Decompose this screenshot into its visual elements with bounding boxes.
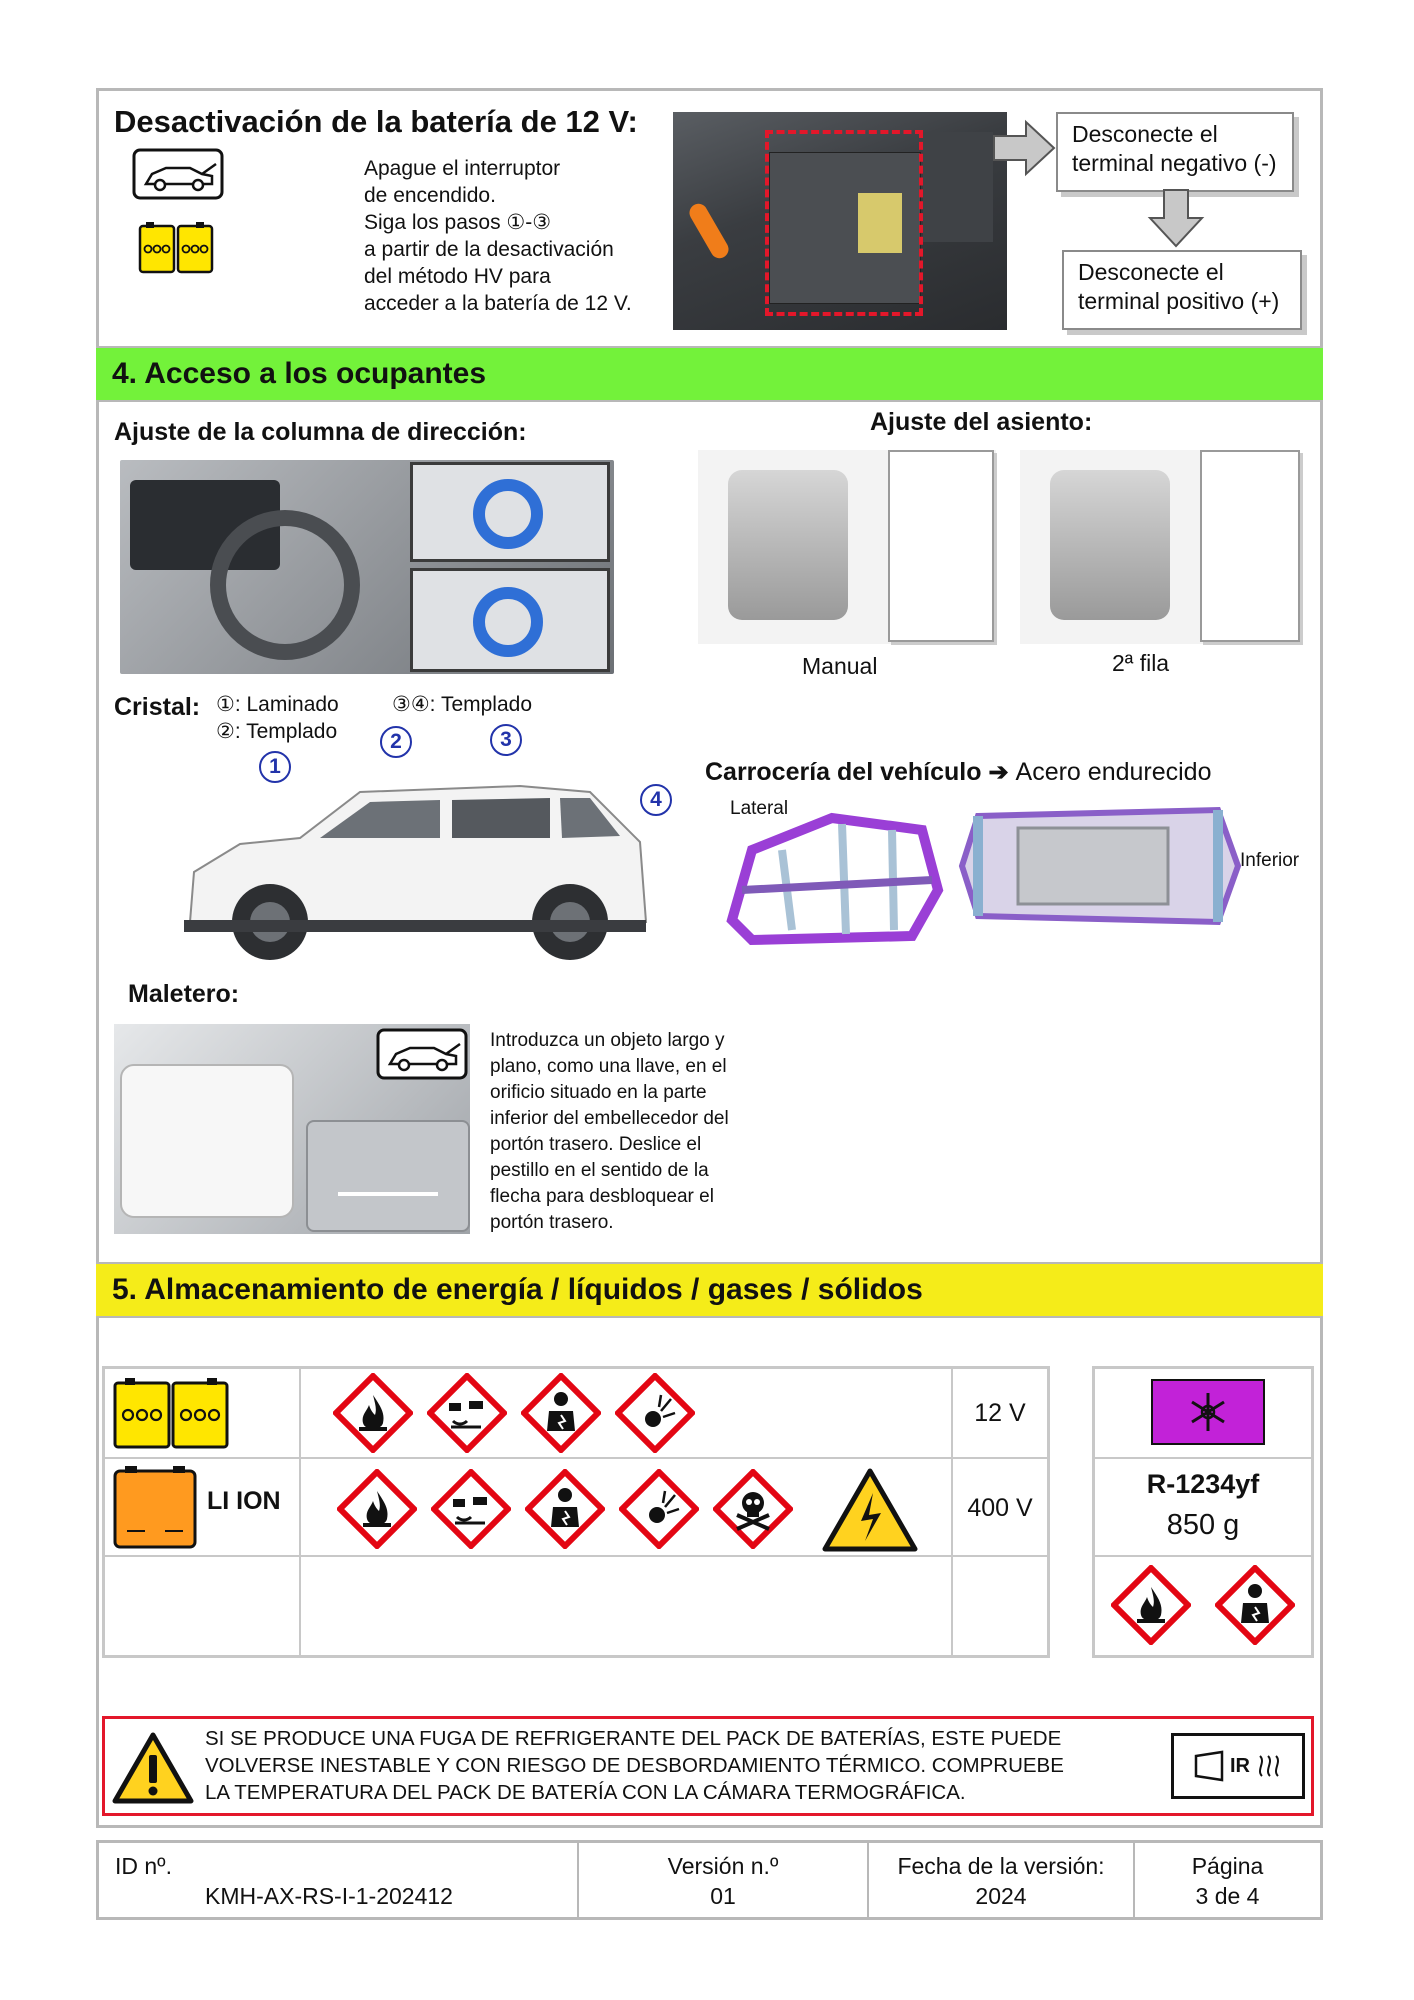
warning-text [205,1725,1185,1806]
arrow-down-icon [1146,188,1206,250]
hazard-table [102,1366,1050,1658]
instruction-line: de encendido. [364,184,496,207]
ghs-corrosive-icon [427,1373,507,1453]
trunk-instruction-line: portón trasero. [490,1212,614,1233]
trunk-latch-detail [306,1120,470,1232]
trunk-instruction-line: Introduzca un objeto largo y [490,1030,725,1051]
document-footer [96,1840,1323,1920]
seat-row2-label: 2ª fila [1112,650,1170,676]
car-side-illustration [170,752,660,966]
row2-voltage: 400 V [967,1493,1033,1522]
steering-title: Ajuste de la columna de dirección: [114,418,527,446]
li-ion-label: LI ION [207,1487,281,1515]
footer-page [1135,1843,1320,1917]
warning-line: SI SE PRODUCE UNA FUGA DE REFRIGERANTE DEL PACK DE BATERÍAS, ESTE PUEDE [205,1727,1062,1750]
glass-marker-3: 3 [490,724,522,756]
body-title-text: Carrocería del vehículo [705,758,982,786]
ghs-flammable-icon [333,1373,413,1453]
trunk-instructions [490,1028,790,1236]
seat-row2-diagram [1020,450,1300,644]
battery12-instructions [364,155,664,317]
trunk-instruction-line: plano, como una llave, en el [490,1056,727,1077]
glass-title: Cristal: [114,693,201,721]
battery-li-ion-icon [113,1465,197,1549]
footer-version-value: 01 [710,1883,736,1909]
instruction-line: del método HV para [364,265,551,288]
ghs-health-hazard-icon [525,1469,605,1549]
battery-12v-icon [113,1377,229,1451]
body-bottom-label: Inferior [1240,850,1300,871]
high-voltage-warning-icon [821,1467,919,1553]
footer-id-label: ID nº. [115,1853,172,1879]
battery-highlight-box [765,130,923,316]
glass-legend-34: ③④: Templado [392,693,532,716]
footer-version [579,1843,869,1917]
glass-legend-2: ②: Templado [216,720,338,743]
arrow-right-icon: ➔ [988,759,1009,786]
arrow-right-icon [990,118,1060,178]
glass-marker-4: 4 [640,784,672,816]
thermal-warning-banner [102,1716,1314,1816]
instruction-line: a partir de la desactivación [364,238,614,261]
engine-bay-photo [673,112,1007,330]
refrigerant-box [1092,1366,1314,1658]
body-title [705,758,1212,787]
footer-version-label: Versión n.º [667,1853,779,1879]
footer-id [99,1843,579,1917]
trunk-instruction-line: flecha para desbloquear el [490,1186,714,1207]
glass-marker-1: 1 [259,751,291,783]
ghs-corrosive-icon [431,1469,511,1549]
refrigerant-snowflake-icon [1151,1379,1265,1445]
steering-detail-upper [410,462,610,562]
warning-triangle-icon [111,1731,195,1805]
glass-marker-2: 2 [380,726,412,758]
row1-voltage: 12 V [974,1398,1026,1427]
footer-page-label: Página [1191,1853,1264,1879]
instruction-line: Apague el interruptor [364,157,561,180]
body-side-label: Lateral [730,798,789,819]
steering-detail-lower [410,568,610,672]
refrigerant-name: R-1234yf [1146,1469,1260,1499]
steering-column-photo [120,460,614,674]
footer-id-value: KMH-AX-RS-I-1-202412 [205,1883,453,1909]
step-disconnect-positive: Desconecte el terminal positivo (+) [1062,250,1302,330]
ghs-explosive-icon [615,1373,695,1453]
footer-date-label: Fecha de la versión: [897,1853,1105,1879]
battery12-title: Desactivación de la batería de 12 V: [114,104,638,139]
footer-date-value: 2024 [975,1883,1027,1909]
section4-header: 4. Acceso a los ocupantes [96,346,1323,402]
battery-12v-icon [138,220,214,276]
seat-title: Ajuste del asiento: [870,408,1093,436]
seat-manual-label: Manual [802,653,878,679]
trunk-instruction-line: inferior del embellecedor del [490,1108,729,1129]
glass-legend-1: ①: Laminado [216,693,339,716]
footer-page-value: 3 de 4 [1195,1883,1260,1909]
car-trunk-icon [132,148,224,200]
trunk-instruction-line: pestillo en el sentido de la [490,1160,709,1181]
body-structure-side [722,810,946,950]
trunk-open-icon [376,1028,468,1080]
ghs-toxic-icon [713,1469,793,1549]
trunk-instruction-line: orificio situado en la parte [490,1082,707,1103]
seat-manual-diagram [698,450,996,644]
thermal-camera-icon [1171,1733,1305,1799]
instruction-line: acceder a la batería de 12 V. [364,292,632,315]
trunk-title: Maletero: [128,980,240,1008]
orange-cable [686,201,732,262]
warning-line: VOLVERSE INESTABLE Y CON RIESGO DE DESBORDAMIENTO TÉRMICO. COMPRUEBE [205,1754,1064,1777]
section5-header: 5. Almacenamiento de energía / líquidos / gases / sólidos [96,1262,1323,1318]
ghs-flammable-icon [337,1469,417,1549]
footer-date [869,1843,1135,1917]
refrigerant-amount: 850 g [1166,1509,1240,1541]
ghs-health-hazard-icon [521,1373,601,1453]
steering-wheel [210,510,360,660]
ir-label: IR [1230,1754,1250,1777]
ghs-flammable-icon [1111,1565,1191,1645]
step-disconnect-negative: Desconecte el terminal negativo (-) [1056,112,1294,192]
instruction-line: Siga los pasos ①-③ [364,211,552,234]
trunk-instruction-line: portón trasero. Deslice el [490,1134,702,1155]
warning-line: LA TEMPERATURA DEL PACK DE BATERÍA CON LA CÁMARA TERMOGRÁFICA. [205,1781,966,1804]
body-material: Acero endurecido [1015,758,1212,786]
body-structure-underbody [958,806,1244,926]
ghs-explosive-icon [619,1469,699,1549]
ghs-health-hazard-icon [1215,1565,1295,1645]
